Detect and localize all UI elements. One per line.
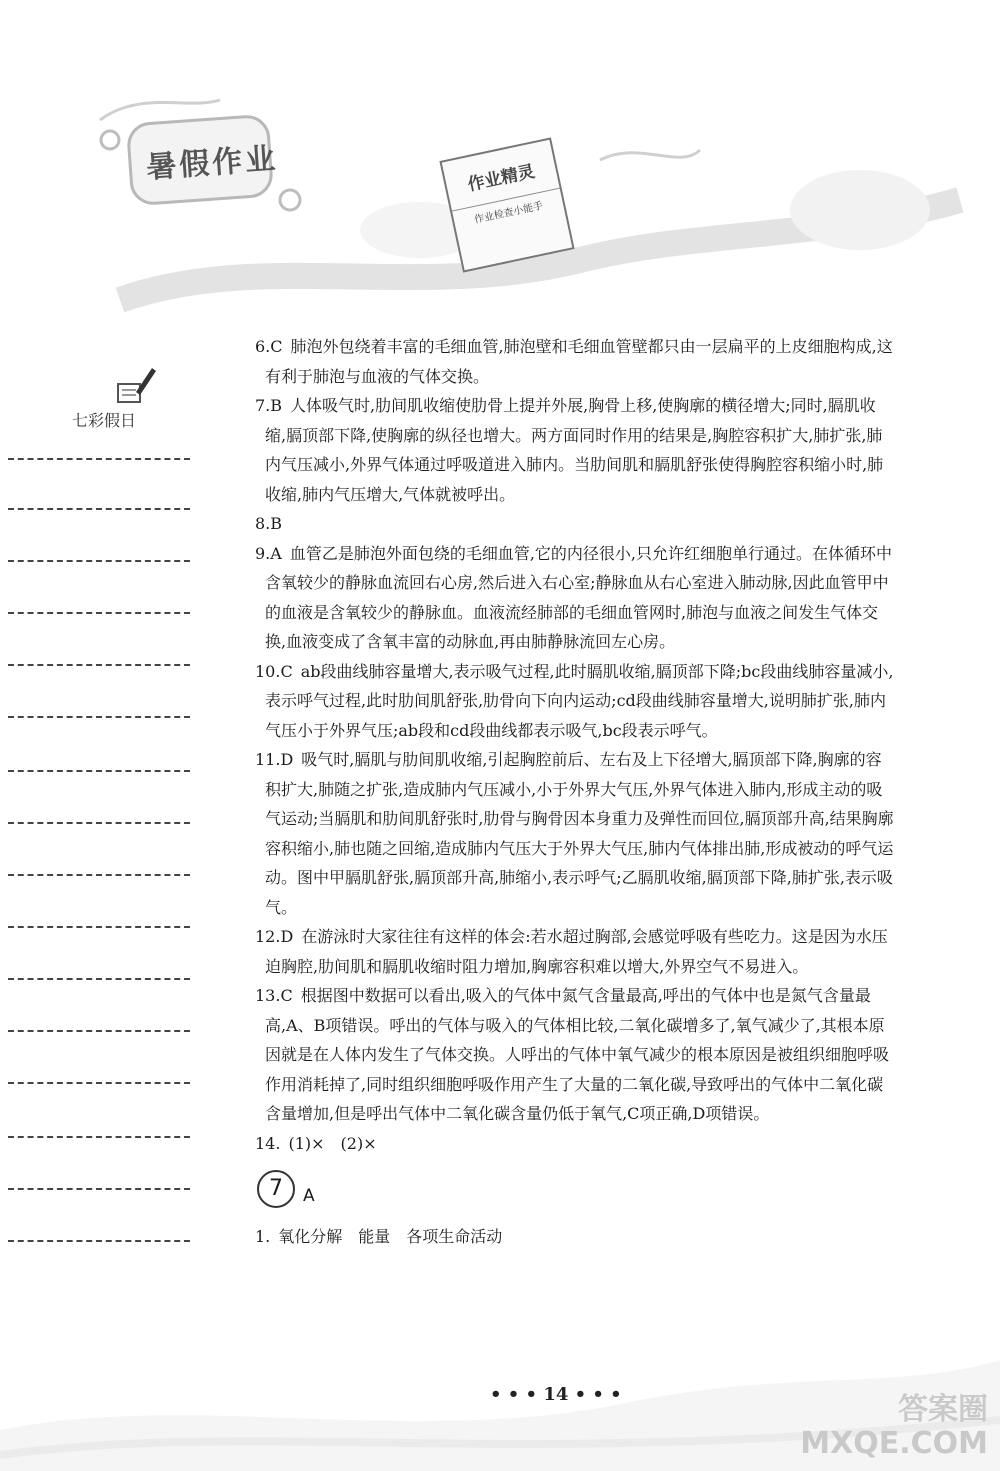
note-line (8, 560, 190, 562)
answer-number: 10.C (255, 661, 293, 681)
note-line (8, 1136, 190, 1138)
stamp-title: 作业精灵 (466, 161, 537, 196)
note-line (8, 926, 190, 928)
answer-text: (1)× (2)× (288, 1133, 377, 1153)
answer-text: 在游泳时大家往往有这样的体会:若水超过胸部,会感觉呼吸有些吃力。这是因为水压迫胸腔,肋间肌和膈肌收缩时阻力增加,胸廓容积难以增大,外界空气不易进入。 (265, 927, 888, 976)
answer-number: 7.B (255, 396, 283, 415)
note-line (8, 978, 190, 980)
answer-item (255, 1222, 895, 1252)
section-number-badge: 7 (257, 1170, 295, 1208)
answer-number: 12.D (255, 927, 294, 946)
answer-number: 14. (255, 1133, 281, 1153)
note-line (8, 664, 190, 666)
answer-item (255, 391, 895, 509)
stamp-badge (439, 137, 574, 272)
site-watermark (800, 1393, 988, 1461)
note-line (8, 458, 190, 460)
note-line (8, 770, 190, 772)
answer-text: 人体吸气时,肋间肌收缩使肋骨上提并外展,胸骨上移,使胸廓的横径增大;同时,膈肌收缩,膈顶部下降,使胸廓的纵径也增大。两方面同时作用的结果是,胸腔容积扩大,肺扩张,肺内气压减小,外界气体通过呼吸道进入肺内。当肋间肌和膈肌舒张使得胸腔容积缩小时,肺收缩,肺内气压增大,气体就被呼出。 (265, 396, 884, 504)
note-line (8, 1188, 190, 1190)
answer-text: 氧化分解 能量 各项生命活动 (278, 1227, 503, 1246)
section-heading (255, 1166, 895, 1222)
note-line (8, 1240, 190, 1242)
answer-item (255, 922, 895, 981)
answer-content (255, 332, 895, 1252)
answer-number: 8.B (255, 514, 283, 533)
watermark-title: 答案圈 (898, 1392, 988, 1427)
answer-number: 6.C (255, 337, 283, 356)
answer-item (255, 1129, 895, 1159)
answer-text: 吸气时,膈肌与肋间肌收缩,引起胸腔前后、左右及上下径增大,膈顶部下降,胸廓的容积扩大,肺随之扩张,造成肺内气压减小,小于外界大气压,外界气体进入肺内,形成主动的吸气运动;当膈肌和肋间肌舒张时,肋骨与胸骨因本身重力及弹性而回位,膈顶部升高,结果胸廓容积缩小,肺也随之回缩,造成肺内气压大于外界大气压,肺内气体排出肺,形成被动的呼气运动。图中甲膈肌舒张,膈顶部升高,肺缩小,表示呼气;乙膈肌收缩,膈顶部下降,肺扩张,表示吸气。 (265, 750, 894, 917)
answer-item (255, 657, 895, 746)
note-line (8, 822, 190, 824)
answer-item (255, 981, 895, 1129)
answer-text: 根据图中数据可以看出,吸入的气体中氮气含量最高,呼出的气体中也是氮气含量最高,A、B项错误。呼出的气体与吸入的气体相比较,二氧化碳增多了,氧气减少了,其根本原因就是在人体内发生了气体交换。人呼出的气体中氧气减少的根本原因是被组织细胞呼吸作用消耗掉了,同时组织细胞呼吸作用产生了大量的二氧化碳,导致呼出的气体中二氧化碳含量增加,但是呼出气体中二氧化碳含量仍低于氧气,C项正确,D项错误。 (265, 986, 890, 1123)
stamp-subtitle: 作业检查小能手 (452, 188, 564, 230)
answer-item (255, 539, 895, 657)
answer-text: 肺泡外包绕着丰富的毛细血管,肺泡壁和毛细血管壁都只由一层扁平的上皮细胞构成,这有利于肺泡与血液的气体交换。 (265, 337, 893, 386)
note-line (8, 508, 190, 510)
page-number: • • • 14 • • • (490, 1384, 622, 1405)
section-letter: A (303, 1186, 315, 1206)
sidebar-label: 七彩假日 (72, 411, 137, 430)
note-line (8, 874, 190, 876)
answer-item (255, 509, 895, 539)
answer-text: 血管乙是肺泡外面包绕的毛细血管,它的内径很小,只允许红细胞单行通过。在体循环中含氧较少的静脉血流回右心房,然后进入右心室;静脉血从右心室进入肺动脉,因此血管甲中的血液是含氧较少的静脉血。血液流经肺部的毛细血管网时,肺泡与血液之间发生气体交换,血液变成了含氧丰富的动脉血,再由肺静脉流回左心房。 (265, 543, 893, 651)
pen-icon (112, 362, 160, 408)
banner-title: 暑假作业 (145, 141, 280, 186)
note-line (8, 1082, 190, 1084)
answer-item (255, 332, 895, 391)
answer-item (255, 745, 895, 922)
answer-number: 1. (255, 1227, 271, 1246)
answer-number: 13.C (255, 986, 293, 1005)
answer-number: 9.A (255, 543, 282, 563)
note-line (8, 612, 190, 614)
note-line (8, 1030, 190, 1032)
note-line (8, 716, 190, 718)
watermark-url: MXQE.COM (800, 1426, 988, 1461)
answer-number: 11.D (255, 750, 294, 769)
answer-text: ab段曲线肺容量增大,表示吸气过程,此时膈肌收缩,膈顶部下降;bc段曲线肺容量减小,表示呼气过程,此时肋间肌舒张,肋骨向下向内运动;cd段曲线肺容量增大,说明肺扩张,肺内气压小于外界气压;ab段和cd段曲线都表示吸气,bc段表示呼气。 (265, 661, 894, 740)
